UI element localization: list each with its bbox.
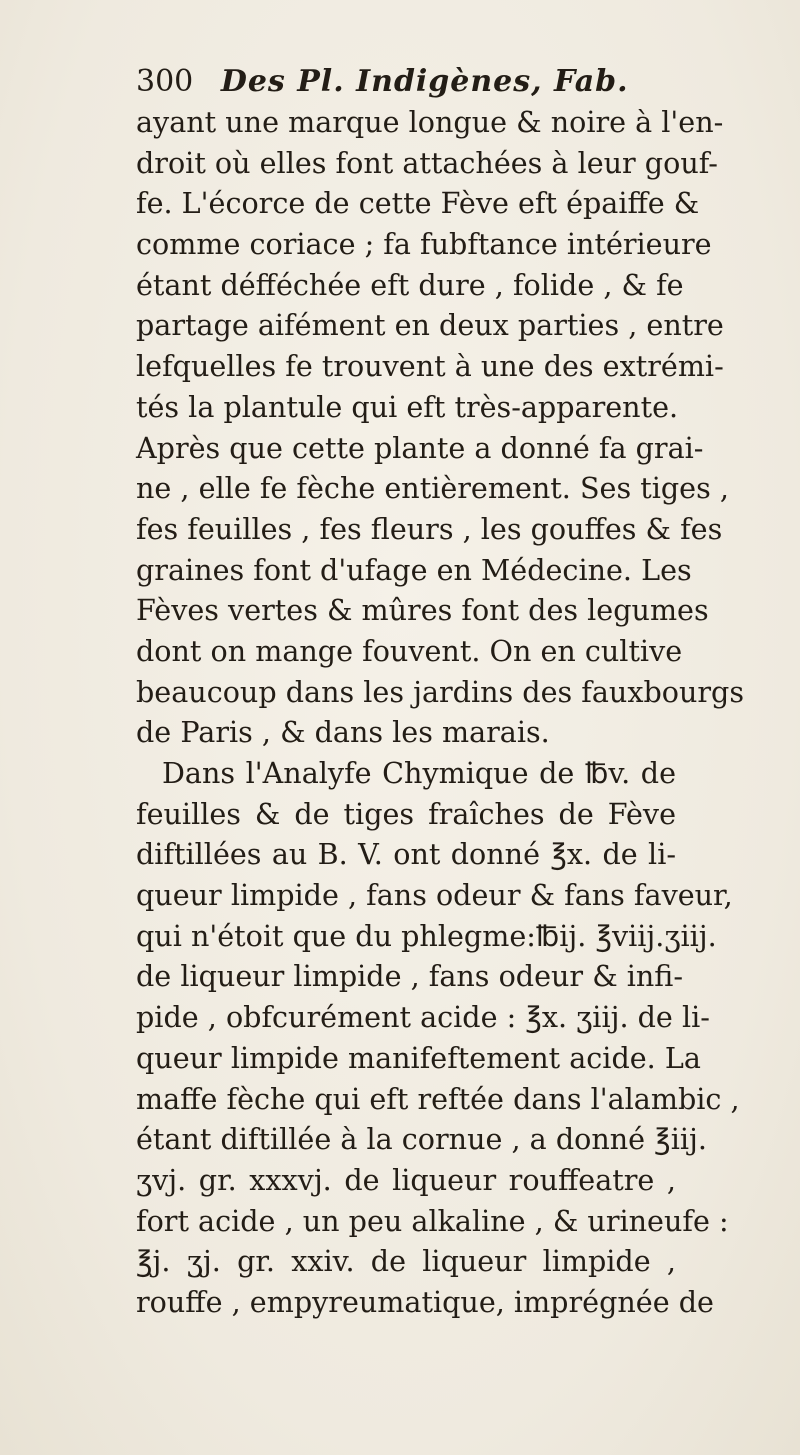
- text-line: comme coriace ; fa fubftance intérieure: [136, 227, 712, 262]
- body-text: [136, 102, 745, 1323]
- text-line: diftillées au B. V. ont donné ℥x. de li-: [136, 837, 676, 872]
- text-line: graines font d'ufage en Médecine. Les: [136, 552, 692, 587]
- text-line: de liqueur limpide , fans odeur & infi-: [136, 959, 684, 994]
- text-line: Dans l'Analyfe Chymique de ℔v. de: [162, 756, 676, 790]
- text-line: rouffe , empyreumatique, imprégnée de: [136, 1284, 714, 1319]
- text-line: Après que cette plante a donné fa grai-: [136, 430, 704, 465]
- text-line: ayant une marque longue & noire à l'en-: [136, 105, 724, 139]
- text-line: ʒvj. gr. xxxvj. de liqueur rouffeatre ,: [136, 1162, 676, 1197]
- text-line: beaucoup dans les jardins des fauxbourgs: [136, 674, 745, 709]
- text-line: étant défféchée eft dure , folide , & fe: [136, 267, 684, 302]
- text-line: fort acide , un peu alkaline , & urineufe :: [136, 1203, 729, 1238]
- text-line: maffe fèche qui eft reftée dans l'alambic ,: [136, 1081, 740, 1116]
- text-line: queur limpide , fans odeur & fans faveur,: [136, 878, 733, 913]
- text-line: pide , obfcurément acide : ℥x. ʒiij. de li-: [136, 1000, 710, 1035]
- text-line: qui n'étoit que du phlegme:℔ij. ℥viij.ʒiij.: [136, 918, 717, 953]
- page-number: 300: [136, 64, 194, 99]
- text-line: partage aifément en deux parties , entre: [136, 308, 724, 343]
- page-header: [136, 62, 696, 102]
- text-line: fe. L'écorce de cette Fève eft épaiffe &: [136, 186, 700, 221]
- running-title: Des Pl. Indigènes, Fab.: [220, 64, 629, 99]
- text-line: ℥j. ʒj. gr. xxiv. de liqueur limpide ,: [136, 1244, 676, 1279]
- text-line: feuilles & de tiges fraîches de Fève: [136, 796, 676, 831]
- text-line: de Paris , & dans les marais.: [136, 715, 550, 750]
- text-line: queur limpide manifeftement acide. La: [136, 1040, 701, 1075]
- text-line: lefquelles fe trouvent à une des extrémi-: [136, 349, 724, 384]
- text-line: droit où elles font attachées à leur gouf-: [136, 145, 718, 180]
- text-line: étant diftillée à la cornue , a donné ℥iij.: [136, 1122, 707, 1157]
- text-line: tés la plantule qui eft très-apparente.: [136, 389, 679, 424]
- text-line: ne , elle fe fèche entièrement. Ses tiges ,: [136, 471, 729, 506]
- text-line: dont on mange fouvent. On en cultive: [136, 633, 683, 668]
- text-line: fes feuilles , fes fleurs , les gouffes & fes: [136, 511, 723, 546]
- text-line: Fèves vertes & mûres font des legumes: [136, 593, 709, 628]
